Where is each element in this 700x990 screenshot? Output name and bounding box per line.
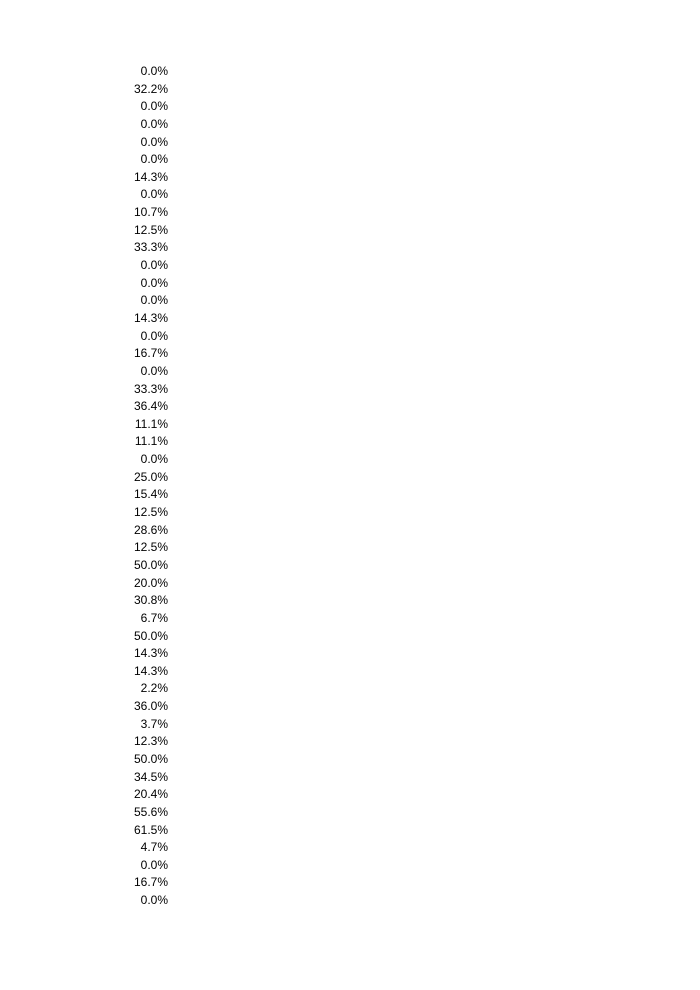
percent-cell: 14.3% [133, 646, 168, 661]
percent-cell: 0.0% [140, 187, 168, 202]
percent-cell: 16.7% [133, 346, 168, 361]
percent-cell: 0.0% [140, 258, 168, 273]
percent-cell: 0.0% [140, 64, 168, 78]
percent-cell: 0.0% [140, 116, 168, 131]
percent-cell: 0.0% [140, 893, 168, 908]
percent-cell: 50.0% [133, 557, 168, 572]
percent-cell: 12.3% [133, 734, 168, 749]
percent-cell: 0.0% [140, 152, 168, 167]
percent-cell: 20.4% [133, 787, 168, 802]
percent-cell: 15.4% [133, 487, 168, 502]
percent-cell: 34.5% [133, 769, 168, 784]
percent-cell: 55.6% [133, 804, 168, 819]
percent-value-column [100, 63, 168, 910]
percent-cell: 0.0% [140, 275, 168, 290]
percent-cell: 4.7% [140, 840, 168, 855]
percent-cell: 11.1% [134, 434, 168, 449]
percent-cell: 12.5% [133, 222, 168, 237]
percent-cell: 0.0% [140, 857, 168, 872]
percent-cell: 32.2% [133, 81, 168, 96]
percent-cell: 2.2% [140, 681, 168, 696]
percent-cell: 0.0% [140, 99, 168, 114]
percent-cell: 28.6% [133, 522, 168, 537]
percent-cell: 0.0% [140, 328, 168, 343]
percent-cell: 6.7% [140, 610, 168, 625]
percent-cell: 33.3% [133, 381, 168, 396]
percent-cell: 3.7% [140, 716, 168, 731]
percent-cell: 0.0% [140, 293, 168, 308]
percent-cell: 12.5% [133, 505, 168, 520]
percent-cell: 36.0% [133, 699, 168, 714]
percent-cell: 25.0% [133, 469, 168, 484]
percent-cell: 33.3% [133, 240, 168, 255]
percent-cell: 16.7% [133, 875, 168, 890]
percent-cell: 14.3% [133, 310, 168, 325]
percent-cell: 12.5% [133, 540, 168, 555]
percent-cell: 30.8% [133, 593, 168, 608]
percent-cell: 36.4% [133, 399, 168, 414]
percent-cell: 0.0% [140, 452, 168, 467]
percent-cell: 50.0% [133, 751, 168, 766]
percent-cell: 61.5% [133, 822, 168, 837]
percent-cell: 14.3% [133, 663, 168, 678]
percent-cell: 10.7% [133, 205, 168, 220]
percent-cell: 0.0% [140, 134, 168, 149]
percent-cell: 11.1% [134, 416, 168, 431]
percent-cell: 14.3% [133, 169, 168, 184]
percent-cell: 0.0% [140, 363, 168, 378]
percent-cell: 50.0% [133, 628, 168, 643]
percent-cell: 20.0% [133, 575, 168, 590]
